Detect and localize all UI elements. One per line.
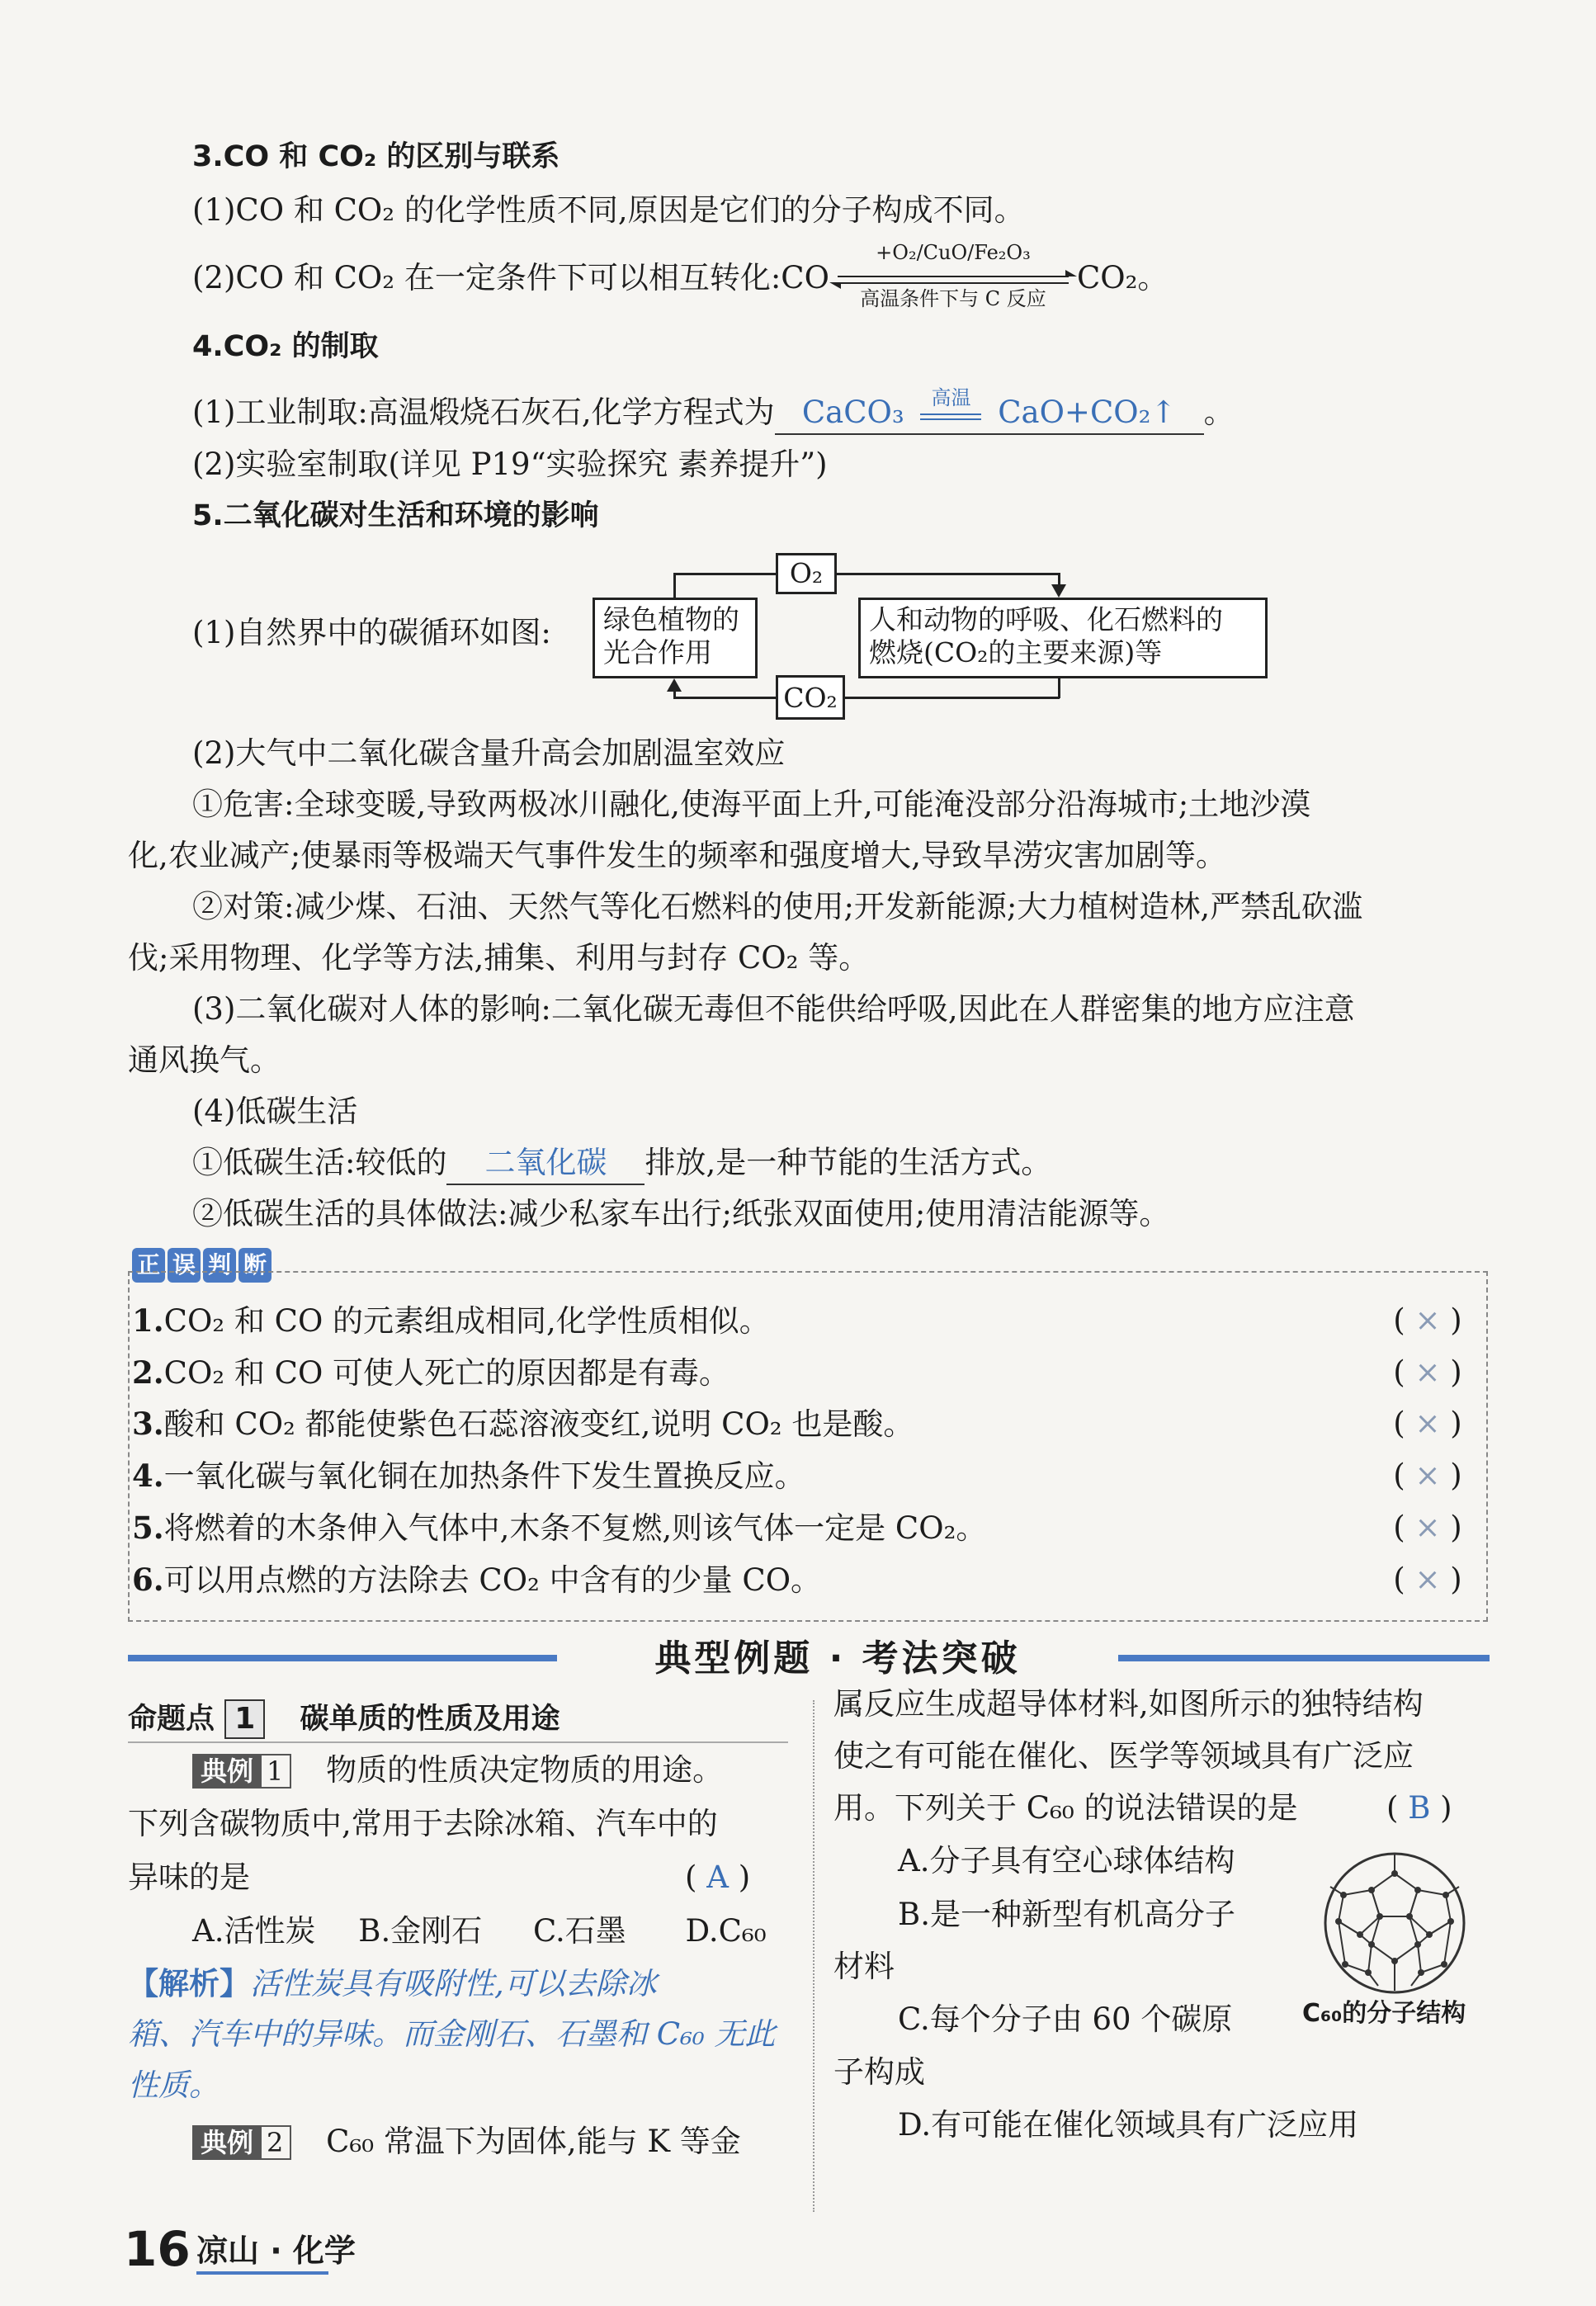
judge-answer: ( × ) [1393,1354,1462,1390]
judge-item [132,1559,1485,1601]
ex2-opt-c2: 子构成 [833,2054,925,2090]
section-banner [128,1630,1490,1688]
ex2-r2: 使之有可能在催化、医学等领域具有广泛应 [833,1738,1414,1774]
s5-p4a: ②对策:减少煤、石油、天然气等化石燃料的使用;开发新能源;大力植树造林,严禁乱砍滥 [192,889,1363,924]
s4-p1 [192,385,1235,435]
judge-answer: ( × ) [1393,1510,1462,1545]
ex1-explain-3: 性质。 [128,2067,220,2103]
c60-molecule-image [1320,1849,1469,1997]
s5-p6: (4)低碳生活 [192,1094,358,1129]
s4-answer-blank [775,385,1204,435]
ex1-line3: 异味的是 [128,1859,250,1895]
ex1-options [192,1911,767,1952]
judge-answer: ( × ) [1393,1406,1462,1441]
judge-num: 1. [132,1302,164,1339]
explain-label: 【解析】 [128,1965,250,2001]
topic-underline [128,1741,788,1743]
judge-item [132,1455,1485,1497]
ex1-text-1: 物质的性质决定物质的用途。 [326,1752,724,1788]
co2-box: CO₂ [776,675,845,720]
judge-text: CO₂ 和 CO 的元素组成相同,化学性质相似。 [163,1303,770,1339]
topic-label: 命题点 [128,1703,215,1736]
s5-p7-pre: ①低碳生活:较低的 [192,1145,447,1180]
ex1-answer: ( A ) [685,1859,751,1895]
banner-title: 典型例题 · 考法突破 [557,1630,1118,1688]
s3-p2-pre: (2)CO 和 CO₂ 在一定条件下可以相互转化:CO [192,260,829,295]
judge-text: CO₂ 和 CO 可使人死亡的原因都是有毒。 [163,1355,730,1391]
judge-item [132,1507,1485,1549]
judge-text: 可以用点燃的方法除去 CO₂ 中含有的少量 CO。 [163,1562,822,1598]
judge-item [132,1403,1485,1445]
section-5-title: 5.二氧化碳对生活和环境的影响 [192,499,599,532]
s5-p7 [192,1142,1051,1185]
s5-p7-post: 排放,是一种节能的生活方式。 [645,1145,1052,1180]
cross-mark: × [1414,1302,1441,1338]
judge-num: 4. [132,1458,164,1494]
section-3-title: 3.CO 和 CO₂ 的区别与联系 [192,140,560,173]
cross-mark: × [1414,1406,1441,1441]
tag-char-3: 判 [203,1248,236,1283]
ex2-opt-a: A.分子具有空心球体结构 [898,1843,1235,1878]
tag-char-4: 断 [238,1248,272,1283]
judge-answer: ( × ) [1393,1458,1462,1493]
ex2-opt-b2: 材料 [833,1949,895,1984]
answer-left: CaCO₃ [801,395,904,430]
example-number: 2 [258,2125,291,2160]
section-4-title: 4.CO₂ 的制取 [192,330,379,363]
s5-p5b: 通风换气。 [128,1042,281,1078]
ex2-line1 [192,2121,741,2162]
answer-condition: 高温 [931,385,971,409]
ex2-answer: ( B ) [1386,1790,1452,1826]
judge-num: 3. [132,1406,164,1442]
tag-char-2: 误 [168,1248,201,1283]
judge-num: 2. [132,1354,164,1391]
source-line-2: 燃烧(CO₂的主要来源)等 [869,636,1163,669]
ex1-explain-1 [128,1963,657,2005]
option-d: D.C₆₀ [685,1913,767,1949]
s5-p8: ②低碳生活的具体做法:减少私家车出行;纸张双面使用;使用清洁能源等。 [192,1196,1170,1231]
conversion-arrow [829,241,1077,310]
ex1-explain-2: 箱、汽车中的异味。而金刚石、石墨和 C₆₀ 无此 [128,2016,776,2052]
plant-box [593,598,758,678]
c60-caption: C₆₀的分子结构 [1302,1999,1466,2028]
option-c: C.石墨 [532,1913,626,1949]
topic-header [128,1699,560,1740]
judge-text: 酸和 CO₂ 都能使紫色石蕊溶液变红,说明 CO₂ 也是酸。 [163,1406,914,1442]
topic-number: 1 [224,1699,265,1739]
s3-p2-post: CO₂。 [1076,260,1169,295]
example-label: 典例 [192,2125,262,2160]
arrow-top-condition: +O₂/CuO/Fe₂O₃ [876,241,1031,264]
source-box [858,598,1268,678]
judge-text: 一氧化碳与氧化铜在加热条件下发生置换反应。 [163,1458,805,1494]
column-divider [813,1700,815,2212]
judge-item [132,1352,1485,1394]
judge-answer: ( × ) [1393,1302,1462,1338]
judge-num: 5. [132,1510,164,1546]
s5-p4b: 伐;采用物理、化学等方法,捕集、利用与封存 CO₂ 等。 [128,940,870,976]
o2-box: O₂ [776,553,837,594]
explain-text-1: 活性炭具有吸附性,可以去除冰 [250,1966,657,2001]
s5-p3b: 化,农业减产;使暴雨等极端天气事件发生的频率和强度增大,导致旱涝灾害加剧等。 [128,838,1226,873]
ex1-answer-value: A [706,1859,729,1895]
example-label: 典例 [192,1754,262,1789]
judge-item [132,1300,1485,1342]
s5-p2: (2)大气中二氧化碳含量升高会加剧温室效应 [192,735,786,771]
plant-line-2: 光合作用 [603,636,712,669]
cross-mark: × [1414,1354,1441,1390]
ex2-r1: 属反应生成超导体材料,如图所示的独特结构 [833,1686,1424,1722]
answer-right: CaO+CO₂↑ [998,395,1177,430]
option-a: A.活性炭 [192,1913,316,1949]
s3-p1: (1)CO 和 CO₂ 的化学性质不同,原因是它们的分子构成不同。 [192,192,1025,228]
tag-char-1: 正 [132,1248,165,1283]
ex2-text-1: C₆₀ 常温下为固体,能与 K 等金 [326,2124,741,2159]
ex2-r3: 用。下列关于 C₆₀ 的说法错误的是 [833,1790,1298,1826]
option-b: B.金刚石 [358,1913,483,1949]
page-number: 16 [124,2221,191,2277]
s4-p2: (2)实验室制取(详见 P19“实验探究 素养提升”) [192,447,828,482]
example-number: 1 [258,1754,291,1789]
judge-answer: ( × ) [1393,1562,1462,1597]
cross-mark: × [1414,1510,1441,1545]
topic-title: 碳单质的性质及用途 [300,1703,560,1736]
s5-p1: (1)自然界中的碳循环如图: [192,615,551,650]
judge-num: 6. [132,1562,164,1598]
s5-p5a: (3)二氧化碳对人体的影响:二氧化碳无毒但不能供给呼吸,因此在人群密集的地方应注意 [192,991,1355,1027]
ex2-opt-c1: C.每个分子由 60 个碳原 [898,2001,1233,2037]
footer-text: 凉山 · 化学 [196,2233,356,2269]
ex2-answer-value: B [1408,1790,1431,1826]
ex2-opt-b1: B.是一种新型有机高分子 [898,1897,1235,1932]
cross-mark: × [1414,1458,1441,1493]
s4-p1-post: 。 [1203,395,1235,430]
s5-p3a: ①危害:全球变暖,导致两极冰川融化,使海平面上升,可能淹没部分沿海城市;土地沙漠 [192,787,1311,822]
footer-underline [196,2271,328,2275]
ex2-opt-d: D.有可能在催化领域具有广泛应用 [898,2107,1359,2143]
cross-mark: × [1414,1562,1441,1597]
s5-p7-answer: 二氧化碳 [446,1142,645,1185]
ex1-line1 [192,1750,723,1791]
plant-line-1: 绿色植物的 [603,603,739,636]
ex1-line2: 下列含碳物质中,常用于去除冰箱、汽车中的 [128,1806,718,1841]
s3-p2 [192,241,1169,310]
source-line-1: 人和动物的呼吸、化石燃料的 [869,603,1223,636]
arrow-bottom-condition: 高温条件下与 C 反应 [860,287,1046,310]
judge-text: 将燃着的木条伸入气体中,木条不复燃,则该气体一定是 CO₂。 [163,1510,987,1546]
s4-p1-pre: (1)工业制取:高温煅烧石灰石,化学方程式为 [192,395,775,430]
